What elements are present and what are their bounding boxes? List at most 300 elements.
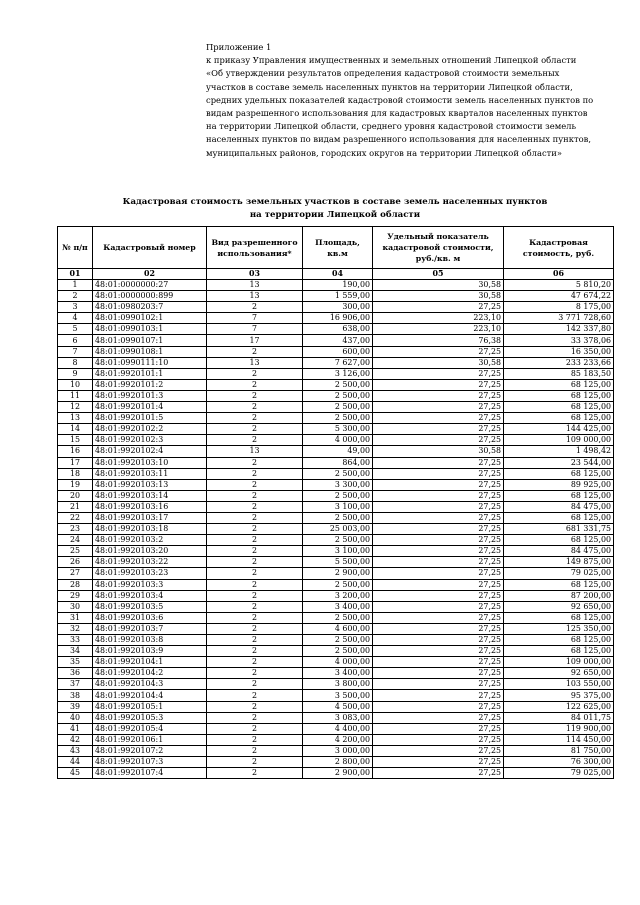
cell-cadastral-value: 84 475,00 [504,546,614,557]
table-column-codes-row [58,269,614,280]
table-row [58,734,614,745]
cell-area: 3 400,00 [303,601,373,612]
table-row [58,623,614,634]
cell-cadastral-value: 68 125,00 [504,535,614,546]
cell-area: 3 800,00 [303,679,373,690]
cell-area: 3 500,00 [303,690,373,701]
cell-cadastral-value: 92 650,00 [504,601,614,612]
cell-permitted-use: 2 [207,712,303,723]
column-code: 01 [58,269,93,280]
column-code: 06 [504,269,614,280]
cell-cadastral-number: 48:01:9920104:1 [93,657,207,668]
cell-unit-value: 27,25 [373,701,504,712]
cell-unit-value: 27,25 [373,690,504,701]
cell-cadastral-number: 48:01:9920106:1 [93,734,207,745]
cell-number: 22 [58,512,93,523]
table-row [58,357,614,368]
cell-cadastral-number: 48:01:0990103:1 [93,324,207,335]
cell-unit-value: 27,25 [373,424,504,435]
cell-permitted-use: 2 [207,601,303,612]
cell-unit-value: 27,25 [373,768,504,779]
cell-number: 41 [58,723,93,734]
cell-cadastral-number: 48:01:9920107:2 [93,745,207,756]
cell-cadastral-number: 48:01:9920101:4 [93,402,207,413]
cell-cadastral-value: 76 300,00 [504,757,614,768]
cell-unit-value: 223,10 [373,313,504,324]
cell-number: 11 [58,390,93,401]
cell-cadastral-number: 48:01:9920103:5 [93,601,207,612]
cell-area: 4 200,00 [303,734,373,745]
cell-permitted-use: 2 [207,413,303,424]
cell-area: 4 500,00 [303,701,373,712]
table-row [58,579,614,590]
cell-permitted-use: 13 [207,446,303,457]
cell-cadastral-value: 68 125,00 [504,646,614,657]
cell-permitted-use: 2 [207,734,303,745]
cell-cadastral-value: 68 125,00 [504,579,614,590]
appendix-line: видам разрешенного использования для кадастровых кварталов населенных пунктов [206,108,588,119]
table-row [58,291,614,302]
cell-unit-value: 27,25 [373,568,504,579]
cell-area: 1 559,00 [303,291,373,302]
column-code: 05 [373,269,504,280]
cell-cadastral-value: 33 378,06 [504,335,614,346]
cell-area: 864,00 [303,457,373,468]
cell-unit-value: 27,25 [373,745,504,756]
cell-number: 31 [58,612,93,623]
table-row [58,635,614,646]
cell-unit-value: 27,25 [373,346,504,357]
cell-number: 20 [58,490,93,501]
cell-cadastral-value: 92 650,00 [504,668,614,679]
cell-cadastral-value: 109 000,00 [504,657,614,668]
cell-cadastral-value: 95 375,00 [504,690,614,701]
cell-cadastral-number: 48:01:9920105:1 [93,701,207,712]
cell-unit-value: 27,25 [373,457,504,468]
table-row [58,468,614,479]
cell-number: 36 [58,668,93,679]
cell-area: 2 900,00 [303,568,373,579]
table-row [58,302,614,313]
cell-cadastral-number: 48:01:0000000:27 [93,280,207,291]
cell-number: 35 [58,657,93,668]
cell-permitted-use: 2 [207,424,303,435]
table-row [58,723,614,734]
cell-unit-value: 223,10 [373,324,504,335]
cell-cadastral-number: 48:01:9920104:2 [93,668,207,679]
cell-permitted-use: 2 [207,623,303,634]
cell-number: 44 [58,757,93,768]
cell-number: 23 [58,524,93,535]
cell-number: 17 [58,457,93,468]
cell-cadastral-value: 23 544,00 [504,457,614,468]
table-row [58,402,614,413]
cell-cadastral-number: 48:01:9920103:22 [93,557,207,568]
document-title-line-2: на территории Липецкой области [249,209,421,220]
cell-cadastral-value: 103 550,00 [504,679,614,690]
table-row [58,280,614,291]
cell-permitted-use: 2 [207,490,303,501]
cell-area: 3 300,00 [303,479,373,490]
cell-number: 25 [58,546,93,557]
table-row [58,601,614,612]
cell-cadastral-number: 48:01:9920103:8 [93,635,207,646]
cell-area: 2 500,00 [303,490,373,501]
cell-unit-value: 27,25 [373,479,504,490]
document-title [57,196,613,221]
cell-unit-value: 27,25 [373,623,504,634]
table-row [58,690,614,701]
cell-number: 29 [58,590,93,601]
cell-unit-value: 30,58 [373,291,504,302]
table-row [58,524,614,535]
header-permitted-use: Вид разрешенного использования* [207,227,303,269]
cell-unit-value: 27,25 [373,679,504,690]
table-row [58,335,614,346]
cell-cadastral-value: 81 750,00 [504,745,614,756]
cell-permitted-use: 7 [207,313,303,324]
cell-cadastral-number: 48:01:9920101:1 [93,368,207,379]
table-row [58,479,614,490]
cell-area: 2 800,00 [303,757,373,768]
cell-area: 4 600,00 [303,623,373,634]
cell-permitted-use: 2 [207,723,303,734]
cell-unit-value: 30,58 [373,357,504,368]
cell-area: 49,00 [303,446,373,457]
cell-permitted-use: 2 [207,524,303,535]
cell-permitted-use: 2 [207,745,303,756]
cell-cadastral-value: 79 025,00 [504,768,614,779]
cell-area: 7 627,00 [303,357,373,368]
cell-unit-value: 27,25 [373,757,504,768]
cell-unit-value: 27,25 [373,590,504,601]
cell-cadastral-value: 125 350,00 [504,623,614,634]
table-row [58,368,614,379]
cell-unit-value: 27,25 [373,390,504,401]
cell-number: 33 [58,635,93,646]
cell-permitted-use: 2 [207,668,303,679]
cell-cadastral-value: 233 233,66 [504,357,614,368]
column-code: 03 [207,269,303,280]
cell-cadastral-number: 48:01:9920105:4 [93,723,207,734]
cell-cadastral-value: 3 771 728,60 [504,313,614,324]
cell-area: 3 083,00 [303,712,373,723]
cell-number: 8 [58,357,93,368]
cell-permitted-use: 2 [207,646,303,657]
table-row [58,490,614,501]
cell-area: 2 500,00 [303,646,373,657]
cell-number: 24 [58,535,93,546]
cell-unit-value: 27,25 [373,524,504,535]
cell-cadastral-number: 48:01:9920103:2 [93,535,207,546]
cell-cadastral-value: 68 125,00 [504,390,614,401]
cell-unit-value: 27,25 [373,712,504,723]
cell-number: 28 [58,579,93,590]
cell-unit-value: 27,25 [373,302,504,313]
cell-permitted-use: 2 [207,546,303,557]
header-number: № п/п [58,227,93,269]
cell-cadastral-value: 79 025,00 [504,568,614,579]
cell-permitted-use: 2 [207,379,303,390]
cell-permitted-use: 2 [207,579,303,590]
cell-cadastral-number: 48:01:9920104:4 [93,690,207,701]
cell-permitted-use: 2 [207,302,303,313]
cell-unit-value: 27,25 [373,490,504,501]
cell-cadastral-value: 85 183,50 [504,368,614,379]
table-row [58,557,614,568]
cell-permitted-use: 2 [207,402,303,413]
cell-cadastral-number: 48:01:9920103:9 [93,646,207,657]
appendix-line: на территории Липецкой области, среднего уровня кадастровой стоимости земель [206,121,577,132]
table-row [58,745,614,756]
cell-area: 4 000,00 [303,435,373,446]
table-row [58,646,614,657]
cell-area: 3 200,00 [303,590,373,601]
table-row [58,435,614,446]
cell-cadastral-value: 84 011,75 [504,712,614,723]
cell-area: 2 500,00 [303,390,373,401]
cell-cadastral-number: 48:01:9920103:6 [93,612,207,623]
cell-cadastral-value: 149 875,00 [504,557,614,568]
cell-cadastral-number: 48:01:9920107:4 [93,768,207,779]
cell-cadastral-value: 68 125,00 [504,635,614,646]
cell-number: 18 [58,468,93,479]
cell-area: 638,00 [303,324,373,335]
appendix-line: к приказу Управления имущественных и земельных отношений Липецкой области [206,55,577,66]
cell-permitted-use: 2 [207,390,303,401]
cell-area: 3 100,00 [303,546,373,557]
cell-cadastral-value: 68 125,00 [504,413,614,424]
cell-permitted-use: 2 [207,479,303,490]
table-row [58,568,614,579]
cell-number: 1 [58,280,93,291]
cell-permitted-use: 2 [207,435,303,446]
cell-number: 6 [58,335,93,346]
cell-cadastral-number: 48:01:9920103:3 [93,579,207,590]
cell-area: 2 500,00 [303,379,373,390]
cell-unit-value: 27,25 [373,612,504,623]
cell-unit-value: 27,25 [373,646,504,657]
cell-number: 3 [58,302,93,313]
cell-permitted-use: 2 [207,535,303,546]
cell-number: 12 [58,402,93,413]
cell-area: 2 500,00 [303,635,373,646]
table-row [58,313,614,324]
cell-unit-value: 27,25 [373,413,504,424]
cell-unit-value: 30,58 [373,446,504,457]
table-row [58,346,614,357]
cell-unit-value: 27,25 [373,402,504,413]
cell-cadastral-value: 68 125,00 [504,512,614,523]
cell-unit-value: 30,58 [373,280,504,291]
cell-cadastral-value: 16 350,00 [504,346,614,357]
table-row [58,768,614,779]
cell-area: 437,00 [303,335,373,346]
cell-permitted-use: 2 [207,557,303,568]
cell-number: 19 [58,479,93,490]
table-row [58,657,614,668]
cell-unit-value: 27,25 [373,668,504,679]
cell-number: 43 [58,745,93,756]
cell-unit-value: 27,25 [373,657,504,668]
cell-area: 5 500,00 [303,557,373,568]
table-row [58,512,614,523]
header-cadastral-value: Кадастровая стоимость, руб. [504,227,614,269]
cell-permitted-use: 2 [207,657,303,668]
cell-permitted-use: 17 [207,335,303,346]
table-row [58,757,614,768]
table-row [58,535,614,546]
appendix-line: Приложение 1 [206,42,272,52]
cell-cadastral-number: 48:01:0000000:899 [93,291,207,302]
cell-area: 190,00 [303,280,373,291]
table-header-row [58,227,614,269]
cell-area: 2 500,00 [303,612,373,623]
cell-number: 9 [58,368,93,379]
cell-area: 5 300,00 [303,424,373,435]
cadastral-value-table [57,226,614,779]
cell-unit-value: 27,25 [373,723,504,734]
cell-number: 16 [58,446,93,457]
cell-area: 4 400,00 [303,723,373,734]
cell-cadastral-number: 48:01:9920105:3 [93,712,207,723]
cell-permitted-use: 13 [207,291,303,302]
cell-permitted-use: 2 [207,568,303,579]
cell-unit-value: 27,25 [373,601,504,612]
cell-unit-value: 27,25 [373,557,504,568]
cell-number: 7 [58,346,93,357]
cell-cadastral-number: 48:01:0990102:1 [93,313,207,324]
cell-cadastral-number: 48:01:9920102:2 [93,424,207,435]
cell-area: 16 906,00 [303,313,373,324]
cell-permitted-use: 2 [207,612,303,623]
cell-cadastral-number: 48:01:9920101:3 [93,390,207,401]
appendix-line: «Об утверждении результатов определения кадастровой стоимости земельных [206,68,560,79]
cell-permitted-use: 13 [207,280,303,291]
cell-number: 15 [58,435,93,446]
cell-area: 2 500,00 [303,468,373,479]
table-row [58,446,614,457]
cell-number: 10 [58,379,93,390]
cell-cadastral-number: 48:01:9920104:3 [93,679,207,690]
cell-cadastral-value: 89 925,00 [504,479,614,490]
cell-unit-value: 27,25 [373,468,504,479]
table-row [58,390,614,401]
cell-cadastral-value: 144 425,00 [504,424,614,435]
cell-number: 39 [58,701,93,712]
cell-permitted-use: 2 [207,501,303,512]
cell-cadastral-number: 48:01:9920102:3 [93,435,207,446]
cell-permitted-use: 13 [207,357,303,368]
cell-cadastral-value: 68 125,00 [504,490,614,501]
table-row [58,668,614,679]
cell-cadastral-value: 114 450,00 [504,734,614,745]
cell-permitted-use: 2 [207,757,303,768]
cell-cadastral-value: 8 175,00 [504,302,614,313]
cell-area: 2 500,00 [303,512,373,523]
table-row [58,413,614,424]
table-row [58,546,614,557]
cell-area: 600,00 [303,346,373,357]
header-cadastral-number: Кадастровый номер [93,227,207,269]
cell-cadastral-number: 48:01:9920103:10 [93,457,207,468]
column-code: 04 [303,269,373,280]
cell-number: 13 [58,413,93,424]
cell-permitted-use: 7 [207,324,303,335]
cell-number: 32 [58,623,93,634]
cell-cadastral-number: 48:01:9920103:14 [93,490,207,501]
table-row [58,679,614,690]
cell-number: 26 [58,557,93,568]
cell-cadastral-value: 5 810,20 [504,280,614,291]
table-row [58,324,614,335]
cell-unit-value: 76,38 [373,335,504,346]
cell-number: 40 [58,712,93,723]
cell-cadastral-number: 48:01:9920107:3 [93,757,207,768]
cell-unit-value: 27,25 [373,535,504,546]
cell-area: 2 500,00 [303,579,373,590]
cell-cadastral-number: 48:01:9920103:4 [93,590,207,601]
cell-unit-value: 27,25 [373,546,504,557]
cell-number: 34 [58,646,93,657]
cell-cadastral-value: 68 125,00 [504,468,614,479]
cell-unit-value: 27,25 [373,379,504,390]
table-row [58,379,614,390]
cell-area: 3 000,00 [303,745,373,756]
cell-cadastral-number: 48:01:9920103:23 [93,568,207,579]
cell-cadastral-value: 87 200,00 [504,590,614,601]
cell-area: 3 126,00 [303,368,373,379]
cell-permitted-use: 2 [207,457,303,468]
cell-number: 21 [58,501,93,512]
appendix-line: муниципальных районов, городских округов на территории Липецкой области» [206,147,562,158]
cell-area: 3 100,00 [303,501,373,512]
cell-cadastral-number: 48:01:9920101:2 [93,379,207,390]
cell-cadastral-number: 48:01:9920103:7 [93,623,207,634]
cell-number: 14 [58,424,93,435]
cell-number: 45 [58,768,93,779]
cell-unit-value: 27,25 [373,501,504,512]
cell-cadastral-value: 68 125,00 [504,379,614,390]
table-row [58,612,614,623]
cell-cadastral-value: 122 625,00 [504,701,614,712]
cell-cadastral-number: 48:01:9920103:20 [93,546,207,557]
cell-permitted-use: 2 [207,768,303,779]
cell-cadastral-number: 48:01:9920103:16 [93,501,207,512]
appendix-line: населенных пунктов по видам разрешенного использования для населенных пунктов, [206,134,592,145]
cell-permitted-use: 2 [207,468,303,479]
cell-cadastral-number: 48:01:9920103:18 [93,524,207,535]
cell-number: 42 [58,734,93,745]
document-title-line-1: Кадастровая стоимость земельных участков в составе земель населенных пунктов [122,197,548,207]
cell-cadastral-value: 68 125,00 [504,612,614,623]
cell-number: 38 [58,690,93,701]
cell-cadastral-value: 84 475,00 [504,501,614,512]
cell-permitted-use: 2 [207,512,303,523]
header-area: Площадь, кв.м [303,227,373,269]
cell-cadastral-number: 48:01:9920103:13 [93,479,207,490]
cell-unit-value: 27,25 [373,635,504,646]
cell-area: 25 003,00 [303,524,373,535]
cell-permitted-use: 2 [207,701,303,712]
column-code: 02 [93,269,207,280]
cell-cadastral-number: 48:01:0990107:1 [93,335,207,346]
cell-area: 300,00 [303,302,373,313]
cell-cadastral-number: 48:01:9920101:5 [93,413,207,424]
cell-permitted-use: 2 [207,368,303,379]
cell-cadastral-value: 47 674,22 [504,291,614,302]
cell-number: 2 [58,291,93,302]
